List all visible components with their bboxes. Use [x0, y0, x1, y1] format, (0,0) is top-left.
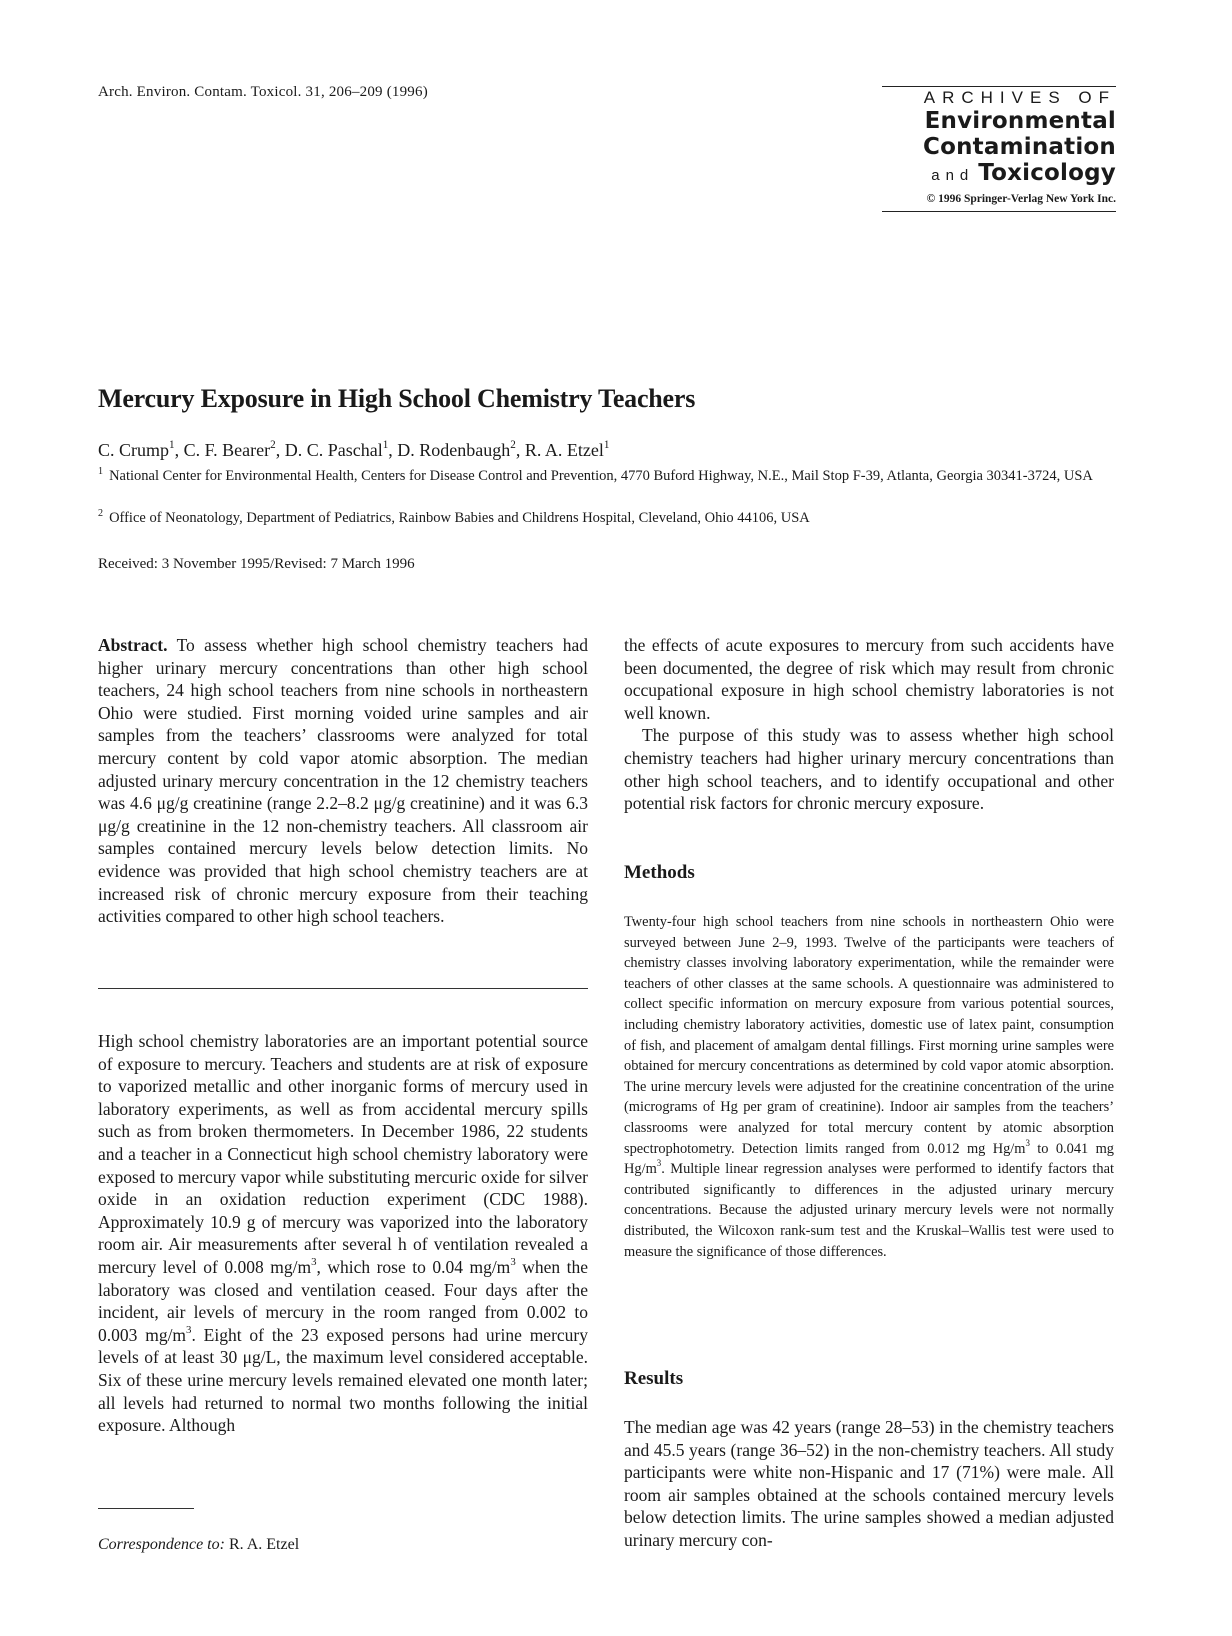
masthead-toxicology: Toxicology	[978, 160, 1116, 186]
masthead-copyright: © 1996 Springer-Verlag New York Inc.	[926, 193, 1116, 205]
masthead-environmental: Environmental	[924, 108, 1116, 134]
correspondence	[98, 1536, 299, 1554]
author-affiliation-mark: 2	[510, 438, 516, 451]
masthead-toxicology-line	[882, 160, 1116, 189]
superscript-3: 3	[656, 1158, 662, 1169]
journal-masthead	[882, 82, 1116, 206]
masthead-bottom-rule	[882, 211, 1116, 212]
superscript-3: 3	[186, 1323, 192, 1336]
affiliation-2	[98, 508, 1128, 528]
results-heading: Results	[624, 1368, 684, 1389]
superscript-3: 3	[1025, 1137, 1030, 1148]
masthead-top-rule	[882, 86, 1116, 87]
methods-text	[624, 912, 1114, 1262]
superscript-3: 3	[510, 1256, 516, 1269]
results-text: The median age was 42 years (range 28–53) in the chemistry teachers and 45.5 years (range 36–52) in the non-chemistry teachers. All study participants were white non-Hispanic and 17 (71%) were male. All room air samples obtained at the schools contained mercury levels below detection limits. The urine samples showed a median adjusted urinary mercury con-	[624, 1417, 1114, 1550]
correspondence-name: R. A. Etzel	[228, 1536, 300, 1553]
masthead-archives-of: ARCHIVES OF	[923, 88, 1116, 107]
abstract-divider	[98, 988, 588, 989]
intro-text: the effects of acute exposures to mercury from such accidents have been documented, the degree of risk which may result from chronic occupational exposure in high school chemistry laboratories is not well known.	[624, 635, 1114, 723]
masthead-and: and	[931, 167, 975, 184]
intro-paragraph-2: The purpose of this study was to assess whether high school chemistry teachers had higher urinary mercury concentrations than other high school teachers, and to identify occupational and other potential risk factors for chronic mercury exposure.	[624, 725, 1114, 814]
intro-paragraph-1	[98, 1030, 588, 1437]
affiliation-text: National Center for Environmental Health, Centers for Disease Control and Prevention, 4770 Buford Highway, N.E., Mail Stop F-39, Atlanta, Georgia 30341-3724, USA	[109, 468, 1093, 484]
affiliation-number: 1	[98, 466, 104, 478]
author-name: R. A. Etzel	[524, 440, 604, 460]
author-affiliation-mark: 2	[270, 438, 276, 451]
author-list: C. Crump$^1$, C. F. Bearer$^2$, D. C. Paschal$^1$, D. Rodenbaugh$^2$, R. A. Etzel$^1$	[98, 438, 610, 460]
intro-text: when the laboratory was closed and ventilation ceased. Four days after the incident, air levels of mercury in the room ranged from 0.002 to 0.003 mg/m	[98, 1256, 588, 1345]
article-title: Mercury Exposure in High School Chemistry Teachers	[98, 384, 696, 413]
journal-citation: Arch. Environ. Contam. Toxicol. 31, 206–209 (1996)	[98, 84, 428, 100]
author-name: C. Crump	[98, 440, 170, 460]
correspondence-label: Correspondence to:	[98, 1536, 225, 1553]
received-dates: Received: 3 November 1995/Revised: 7 March 1996	[98, 556, 415, 572]
methods-heading: Methods	[624, 862, 695, 883]
intro-text: , which rose to 0.04 mg/m	[316, 1256, 511, 1277]
intro-continuation	[624, 634, 1114, 815]
author-affiliation-mark: 1	[382, 438, 389, 451]
author-name: C. F. Bearer	[183, 440, 271, 460]
author-affiliation-mark: 1	[603, 438, 610, 451]
methods-body: . Multiple linear regression analyses were performed to identify factors that contributed significantly to differences in the adjusted urinary mercury concentrations. Because the adjusted urinary mercury levels were not normally distributed, the Wilcoxon rank-sum test and the Kruskal–Wallis test were used to measure the significance of those differences.	[624, 1161, 1114, 1260]
methods-body: to 0.041 mg Hg/m	[624, 1140, 1114, 1178]
abstract-text: To assess whether high school chemistry teachers had higher urinary mercury concentrations than other high school teachers, 24 high school teachers from nine schools in northeastern Ohio were studied. First morning voided urine samples and air samples from the teachers’ classrooms were analyzed for total mercury content by cold vapor atomic absorption. The median adjusted urinary mercury concentration in the 12 chemistry teachers was 4.6 μg/g creatinine (range 2.2–8.2 μg/g creatinine) and it was 6.3 μg/g creatinine in the 12 non-chemistry teachers. All classroom air samples contained mercury levels below detection limits. No evidence was provided that high school chemistry teachers are at increased risk of chronic mercury exposure from their teaching activities compared to other high school teachers.	[98, 635, 588, 927]
author-name: D. C. Paschal	[284, 440, 383, 460]
intro-text: . Eight of the 23 exposed persons had urine mercury levels of at least 30 μg/L, the maximum level considered acceptable. Six of these urine mercury levels remained elevated one month later; all levels had returned to normal two months following the initial exposure. Although	[98, 1324, 588, 1436]
author-affiliation-mark: 1	[169, 438, 175, 451]
abstract-label: Abstract.	[98, 635, 168, 655]
abstract	[98, 634, 588, 928]
affiliation-number: 2	[98, 508, 104, 520]
affiliation-1	[98, 466, 1128, 486]
author-name: D. Rodenbaugh	[397, 440, 511, 460]
masthead-contamination: Contamination	[923, 134, 1116, 160]
superscript-3: 3	[311, 1256, 317, 1269]
methods-body: Twenty-four high school teachers from nine schools in northeastern Ohio were surveyed between June 2–9, 1993. Twelve of the participants were teachers of chemistry classes involving laboratory experimentation, while the remainder were teachers of other classes at the same schools. A questionnaire was administered to collect specific information on mercury exposure from various potential sources, including chemistry laboratory activities, domestic use of latex paint, consumption of fish, and placement of amalgam dental fillings. First morning urine samples were obtained for mercury concentrations as determined by cold vapor atomic absorption. The urine mercury levels were adjusted for the creatinine concentration of the urine (micrograms of Hg per gram of creatinine). Indoor air samples from the teachers’ classrooms were analyzed for total mercury content by atomic absorption spectrophotometry. Detection limits ranged from 0.012 mg Hg/m	[624, 914, 1114, 1157]
affiliation-text: Office of Neonatology, Department of Pediatrics, Rainbow Babies and Childrens Hospital, Cleveland, Ohio 44106, USA	[109, 510, 810, 526]
footnote-rule	[98, 1508, 194, 1509]
intro-text: High school chemistry laboratories are an important potential source of exposure to mercury. Teachers and students are at risk of exposure to vaporized metallic and other inorganic forms of mercury used in laboratory experiments, as well as from accidental mercury spills such as from broken thermometers. In December 1986, 22 students and a teacher in a Connecticut high school chemistry laboratory were exposed to mercury vapor while substituting mercuric oxide for silver oxide in an oxidation reduction experiment (CDC 1988). Approximately 10.9 g of mercury was vaporized into the laboratory room air. Air measurements after several h of ventilation revealed a mercury level of 0.008 mg/m	[98, 1031, 588, 1277]
